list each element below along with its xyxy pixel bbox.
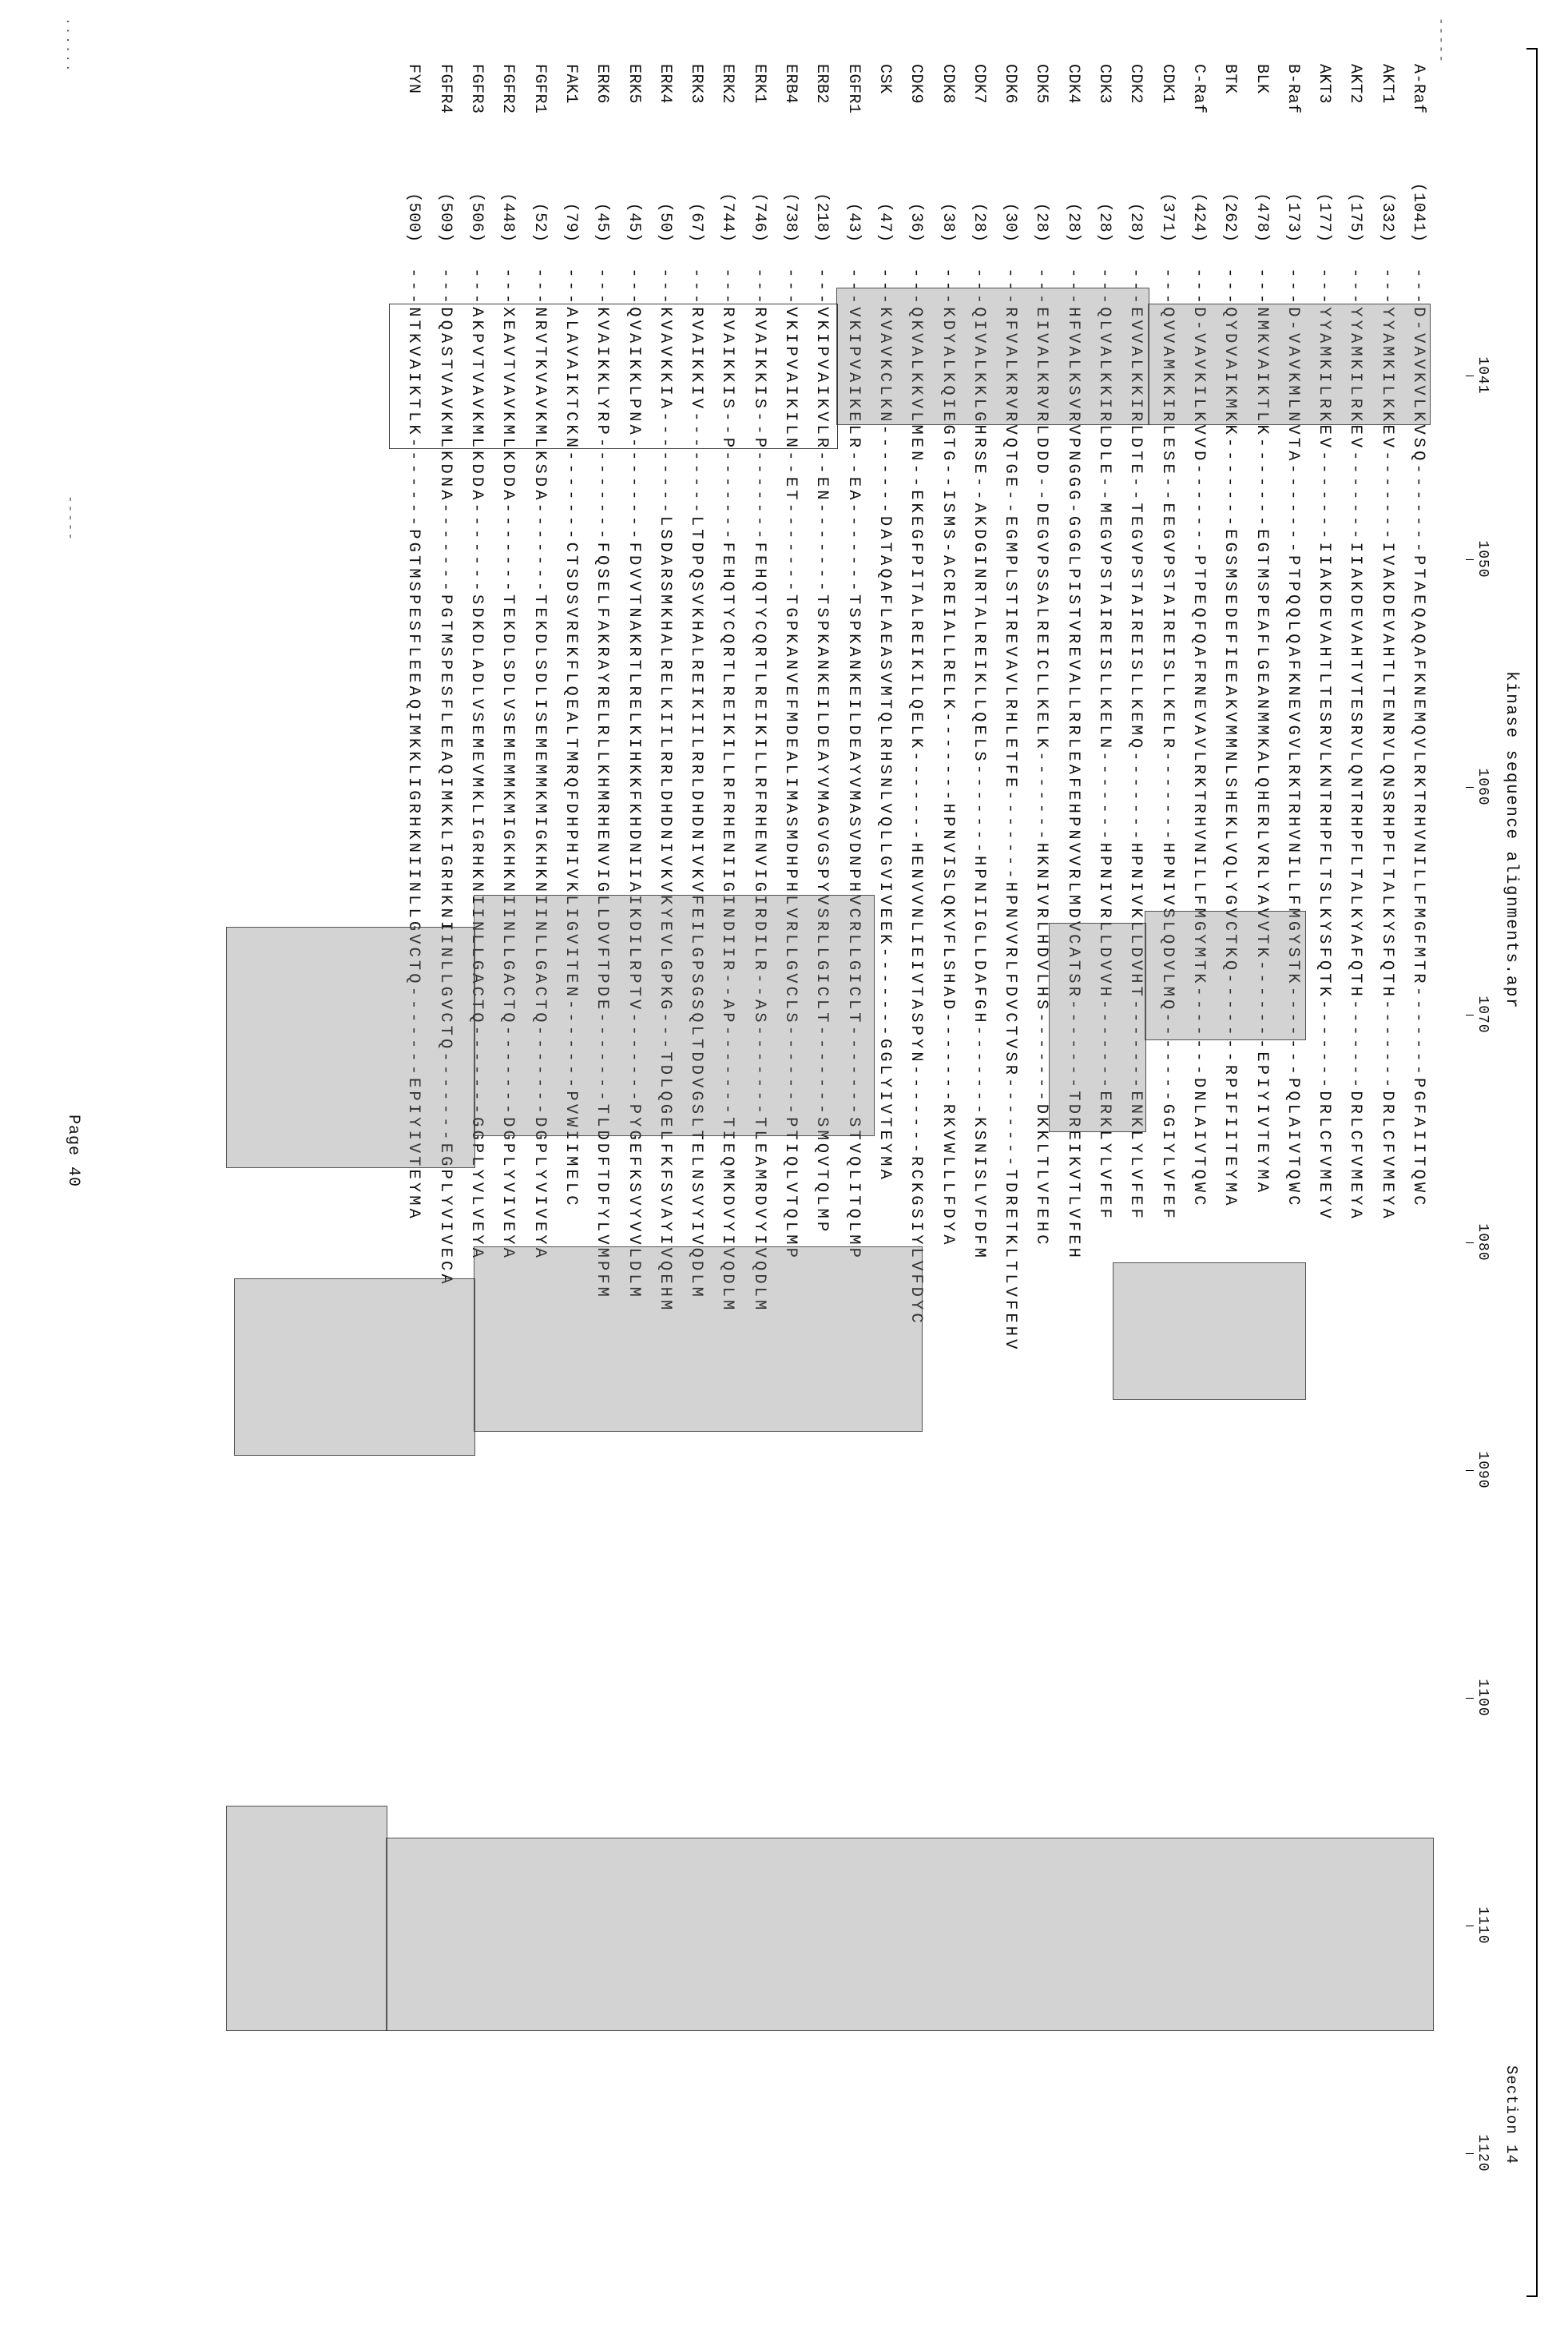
- sequence-name: AKT3: [1315, 64, 1334, 105]
- ruler-label: 1100: [1475, 1679, 1491, 1717]
- sequence-name: FYN: [404, 64, 423, 94]
- sequence-name: EGFR1: [844, 64, 863, 114]
- sequence-start: (28): [1032, 202, 1051, 243]
- sequence-name: CDK6: [1001, 64, 1020, 105]
- sequence-name: ERK1: [749, 64, 768, 105]
- scan-artifact-middle: ......: [63, 18, 77, 74]
- sequence-residues: ---QVVAMKKIRLESE--EEGVPSTAIREISLLKELR-------HPNIVSLQDVLMQ-------GGIYLVFEF: [1157, 268, 1177, 1222]
- sequence-start: (218): [812, 193, 832, 243]
- sequence-start: (500): [404, 193, 423, 243]
- sequence-name: CDK8: [938, 64, 957, 105]
- sequence-start: (30): [1001, 202, 1020, 243]
- sequence-name: ERK6: [593, 64, 612, 105]
- sequence-start: (175): [1346, 193, 1365, 243]
- sequence-name: FGFR1: [530, 64, 549, 114]
- alignment-row: [1057, 64, 1088, 1352]
- alignment-row: [900, 64, 931, 1352]
- sequence-residues: ---XEAVTVAVKMLKDDA-------TEKDLSDLVSEMEMMKMIGKHKNIINLLGACTQ-------DGPLYVIVEYA: [498, 268, 518, 1261]
- sequence-residues: ---QKVALKKVLMEN--EKEGFPITALREIKILQELK-------HENVVNLIEIVTASPYN-------RCKGSIYLVFDYC: [907, 268, 926, 1326]
- alignment-row: [869, 64, 900, 1352]
- sequence-residues: ---D-VAVKVLKVSQ-------PTAEQAQAFKNEMQVLRKTRHVNILLFMGFMTR-------PGFAIITQWC: [1409, 268, 1427, 1209]
- sequence-name: ERB4: [781, 64, 800, 105]
- alignment-row: [398, 64, 429, 1352]
- sequence-start: (28): [1126, 202, 1145, 243]
- sequence-residues: ---VKIPVAIKVLR--EN-------TSPKANKEILDEAYVMAGVGSPYVSRLLGICLT-------SMQVTQLMP: [812, 268, 832, 1235]
- sequence-start: (332): [1377, 193, 1396, 243]
- sequence-residues: ---QLVALKKIRLDLE--MEGVPSTAIREISLLKELN-------HPNIVRLLDVVH-------ERKLYLVFEF: [1095, 268, 1114, 1222]
- alignment-row: [1183, 64, 1214, 1352]
- sequence-name: ERK3: [687, 64, 706, 105]
- sequence-residues: ---D-VAVKMLNVTA-------PTPQQLQAFKNEVGVLRKTRHVNILLFMGYSTK-------PQLAIVTQWC: [1283, 268, 1302, 1209]
- sequence-residues: ---QVAIKKLPNA--------FDVVTNAKRTLRELKIHKKFKHDNIIAIKDILRPTV-------PYGEFKSVYVVLDLM: [624, 268, 643, 1301]
- sequence-name: ERB2: [812, 64, 832, 105]
- sequence-residues: ---QYDVAIKMKK-------EGSMSEDEFIEEAKVMMNLSHEKLVQLYGVCTKQ-------RPIFIITEYMA: [1221, 268, 1240, 1209]
- sequence-start: (50): [655, 202, 674, 243]
- alignment-row: [1277, 64, 1308, 1352]
- sequence-residues: ---ALAVAIKTCKN-------CTSDSVREKFLQEALTMRQFDHPHIVKLIGVITEN-------PVWIIMELC: [561, 268, 580, 1209]
- sequence-residues: ---QIVALKKLGHRSE--AKDGINRTALREIKLLQELS-------HPNIIGLLDAFGH-------KSNISLVFDFM: [969, 268, 988, 1261]
- sequence-start: (43): [844, 202, 863, 243]
- sequence-name: B-Raf: [1283, 64, 1302, 114]
- sequence-name: FGFR4: [435, 64, 455, 114]
- ruler-label: 1090: [1475, 1451, 1491, 1489]
- scan-artifact-top: -----: [1434, 18, 1448, 65]
- sequence-start: (47): [875, 202, 894, 243]
- sequence-name: CDK5: [1032, 64, 1051, 105]
- sequence-name: BTK: [1221, 64, 1240, 94]
- ruler-label: 1120: [1475, 2134, 1491, 2172]
- sequence-start: (52): [530, 202, 549, 243]
- sequence-start: (262): [1221, 193, 1240, 243]
- alignment-row: [994, 64, 1026, 1352]
- alignment-row: [617, 64, 649, 1352]
- sequence-start: (177): [1315, 193, 1334, 243]
- sequence-residues: ---KVAIKKLYRP--------FQSELFAKRAYRELRLLKHMRHENVIGLLDVFTPDE-------TLDDFTDFYLVMPFM: [593, 268, 612, 1301]
- sequence-start: (738): [781, 193, 800, 243]
- sequence-name: ERK4: [655, 64, 674, 105]
- sequence-name: FAK1: [561, 64, 580, 105]
- sequence-residues: ---VKIPVAIKILN--ET-------TGPKANVEFMDEALIMASMDHPHLVRLLGVCLS-------PTIQLVTQLMP: [781, 268, 800, 1261]
- alignment-row: [1340, 64, 1371, 1352]
- sequence-start: (1041): [1409, 182, 1427, 243]
- alignment-row: [931, 64, 963, 1352]
- alignment-row: [712, 64, 743, 1352]
- ruler-label: 1070: [1475, 996, 1491, 1034]
- alignment-row: [837, 64, 868, 1352]
- sequence-residues: ---KVAVKCLKN-------DATAQAFLAEASVMTQLRHSNLVQLLGVIVEEK-------GGLYIVTEYMA: [875, 268, 894, 1182]
- sequence-start: (36): [907, 202, 926, 243]
- sequence-residues: ---HFVALKSVRVPNGGG-GGGLPISTVREVALLRRLEAFEHPNVVRLMDVCATSR-------TDREIKVTLVFEH: [1063, 268, 1082, 1261]
- alignment-row: [461, 64, 492, 1352]
- alignment-row: [492, 64, 523, 1352]
- header-rule-left-tick: [1526, 48, 1538, 50]
- ruler-label: 1110: [1475, 1906, 1491, 1945]
- conserved-region-shade: [386, 1838, 1434, 2031]
- sequence-residues: ---NRVTKVAVKMLKSDA-------TEKDLSDLISEMEMMKMIGKHKNIINLLGACTQ-------DGPLYVIVEYA: [530, 268, 549, 1261]
- sequence-residues: ---NMKVAIKTLK-------EGTMSPEAFLGEANMMKALQHERLVRLYAVVTK-------EPIYIVTEYMA: [1252, 268, 1271, 1196]
- alignment-row: [1403, 64, 1434, 1352]
- header-rule-right-tick: [1526, 2295, 1538, 2297]
- conserved-region-shade: [226, 1806, 387, 2031]
- alignment-row: [775, 64, 806, 1352]
- sequence-residues: ---EVVALKKIRLDTE--TEGVPSTAIREISLLKEMQ-------HPNIVKLLDVHT-------ENKLYLVFEF: [1126, 268, 1145, 1222]
- alignment-block: [398, 64, 1434, 1352]
- alignment-row: [1151, 64, 1182, 1352]
- sequence-start: (744): [718, 193, 737, 243]
- sequence-residues: ---RVAIKKIS--P-------FEHQTYCQRTLREIKILLRFRHENVIGIRDILR--AS-------TLEAMRDVYIVQDLM: [749, 268, 768, 1314]
- alignment-row: [1245, 64, 1276, 1352]
- sequence-start: (746): [749, 193, 768, 243]
- sequence-start: (478): [1252, 193, 1271, 243]
- sequence-name: FGFR3: [467, 64, 486, 114]
- sequence-residues: ---YYAMKILRKEV-------IIAKDEVAHTLTESRVLKNTRHPFLTSLKYSFQTK-------DRLCFVMEYV: [1315, 268, 1334, 1222]
- sequence-start: (67): [687, 202, 706, 243]
- sequence-residues: ---RVAIKKIS--P-------FEHQTYCQRTLREIKILLRFRHENIIGINDIIR--AP-------TIEQMKDVYIVQDLM: [718, 268, 737, 1314]
- alignment-row: [1308, 64, 1340, 1352]
- sequence-name: FGFR2: [498, 64, 518, 114]
- section-label: Section 14: [1503, 2065, 1520, 2165]
- sequence-residues: ---YYAMKILRKEV-------IIAKDEVAHTVTESRVLQNTRHPFLTALKYAFQTH-------DRLCFVMEYA: [1346, 268, 1365, 1222]
- sequence-start: (371): [1157, 193, 1177, 243]
- sequence-residues: ---RVAIKKIV--------LTDPQSVKHALREIKIILRRLDHDNIVKVFEILGPSGSQLTDDVGSLTELNSVYIVQDLM: [687, 268, 706, 1301]
- sequence-name: AKT2: [1346, 64, 1365, 105]
- alignment-row: [681, 64, 712, 1352]
- alignment-row: [555, 64, 586, 1352]
- sequence-name: CDK9: [907, 64, 926, 105]
- sequence-name: CDK2: [1126, 64, 1145, 105]
- sequence-residues: ---DQASTVAVKMLKDNA-------PGTMSPESFLEEAQIMKKLIGRHKNIINLLGVCTQ-------EGPLYVIVECA: [435, 268, 455, 1287]
- sequence-start: (448): [498, 193, 518, 243]
- sequence-start: (45): [624, 202, 643, 243]
- alignment-row: [1089, 64, 1120, 1352]
- sequence-name: CSK: [875, 64, 894, 94]
- sequence-name: CDK4: [1063, 64, 1082, 105]
- sequence-residues: ---D-VAVKILKVVD-------PTPEQFQAFRNEVAVLRKTRHVNILLFMGYMTK-------DNLAIVTQWC: [1189, 268, 1208, 1209]
- ruler-label: 1060: [1475, 768, 1491, 806]
- alignment-row: [1026, 64, 1057, 1352]
- sequence-residues: ---AKPVTVAVKMLKDDA-------SDKDLADLVSEMEVMKLIGRHKNIINLLGACTQ-------GGPLYVLVEYA: [467, 268, 486, 1261]
- residue-ruler: [1442, 356, 1491, 2293]
- ruler-label: 1080: [1475, 1223, 1491, 1262]
- sequence-name: ERK5: [624, 64, 643, 105]
- header-rule: [1536, 48, 1538, 2297]
- sequence-name: CDK7: [969, 64, 988, 105]
- sequence-start: (506): [467, 193, 486, 243]
- sequence-start: (28): [1063, 202, 1082, 243]
- sequence-name: AKT1: [1377, 64, 1396, 105]
- sequence-start: (424): [1189, 193, 1208, 243]
- sequence-name: CDK3: [1095, 64, 1114, 105]
- alignment-row: [430, 64, 461, 1352]
- sequence-start: (38): [938, 202, 957, 243]
- ruler-label: 1041: [1475, 356, 1491, 395]
- sequence-name: BLK: [1252, 64, 1271, 94]
- sequence-start: (509): [435, 193, 455, 243]
- scan-artifact-bottom: -----: [63, 495, 77, 543]
- alignment-row: [1214, 64, 1245, 1352]
- alignment-row: [649, 64, 681, 1352]
- sequence-name: A-Raf: [1409, 64, 1427, 114]
- sequence-name: C-Raf: [1189, 64, 1208, 114]
- document-title: kinase sequence alignments.apr: [1502, 671, 1520, 1010]
- alignment-row: [1371, 64, 1402, 1352]
- alignment-row: [743, 64, 774, 1352]
- sequence-name: ERK2: [718, 64, 737, 105]
- sequence-residues: ---EIVALKRVRLDDD--DEGVPSSALREICLLKELK-------HKNIVRLHDVLHS-------DKKLTLVFEHC: [1032, 268, 1051, 1248]
- alignment-row: [586, 64, 617, 1352]
- sequence-residues: ---KDYALKQIEGTG--ISMS-ACREIALLRELK-------HPNVISLQKVFLSHAD-------RKVWLLLFDYA: [938, 268, 957, 1248]
- sequence-start: (28): [1095, 202, 1114, 243]
- page-label: Page 40: [64, 1115, 82, 1188]
- sequence-name: CDK1: [1157, 64, 1177, 105]
- sequence-start: (28): [969, 202, 988, 243]
- alignment-row: [806, 64, 837, 1352]
- sequence-start: (79): [561, 202, 580, 243]
- sequence-residues: ---KVAVKKIA--------LSDARSMKHALRELKIILRRLDHDNIVKVKYEVLGPKG---TDLQGELFKFSVAYIVQEHM: [655, 268, 674, 1314]
- sequence-residues: ---YYAMKILKKEV-------IVAKDEVAHTLTENRVLQNSRHPFLTALKYSFQTH-------DRLCFVMEYA: [1377, 268, 1396, 1222]
- ruler-label: 1050: [1475, 540, 1491, 578]
- sequence-residues: ---VKIPVAIKELR--EA-------TSPKANKEILDEAYVMASVDNPHVCRLLGICLT-------STVQLITQLMP: [844, 268, 863, 1261]
- sequence-start: (45): [593, 202, 612, 243]
- sequence-residues: ---NTKVAIKTLK-------PGTMSPESFLEEAQIMKKLIGRHKNIINLLGVCTQ-------EPIYIVTEYMA: [404, 268, 423, 1222]
- alignment-row: [523, 64, 554, 1352]
- alignment-row: [1120, 64, 1151, 1352]
- sequence-residues: ---RFVALKRVRVQTGE--EGMPLSTIREVAVLRHLETFE-------HPNVVRLFDVCTVSR-------TDRETKLTLVFEHV: [1001, 268, 1020, 1353]
- sequence-start: (173): [1283, 193, 1302, 243]
- alignment-row: [963, 64, 994, 1352]
